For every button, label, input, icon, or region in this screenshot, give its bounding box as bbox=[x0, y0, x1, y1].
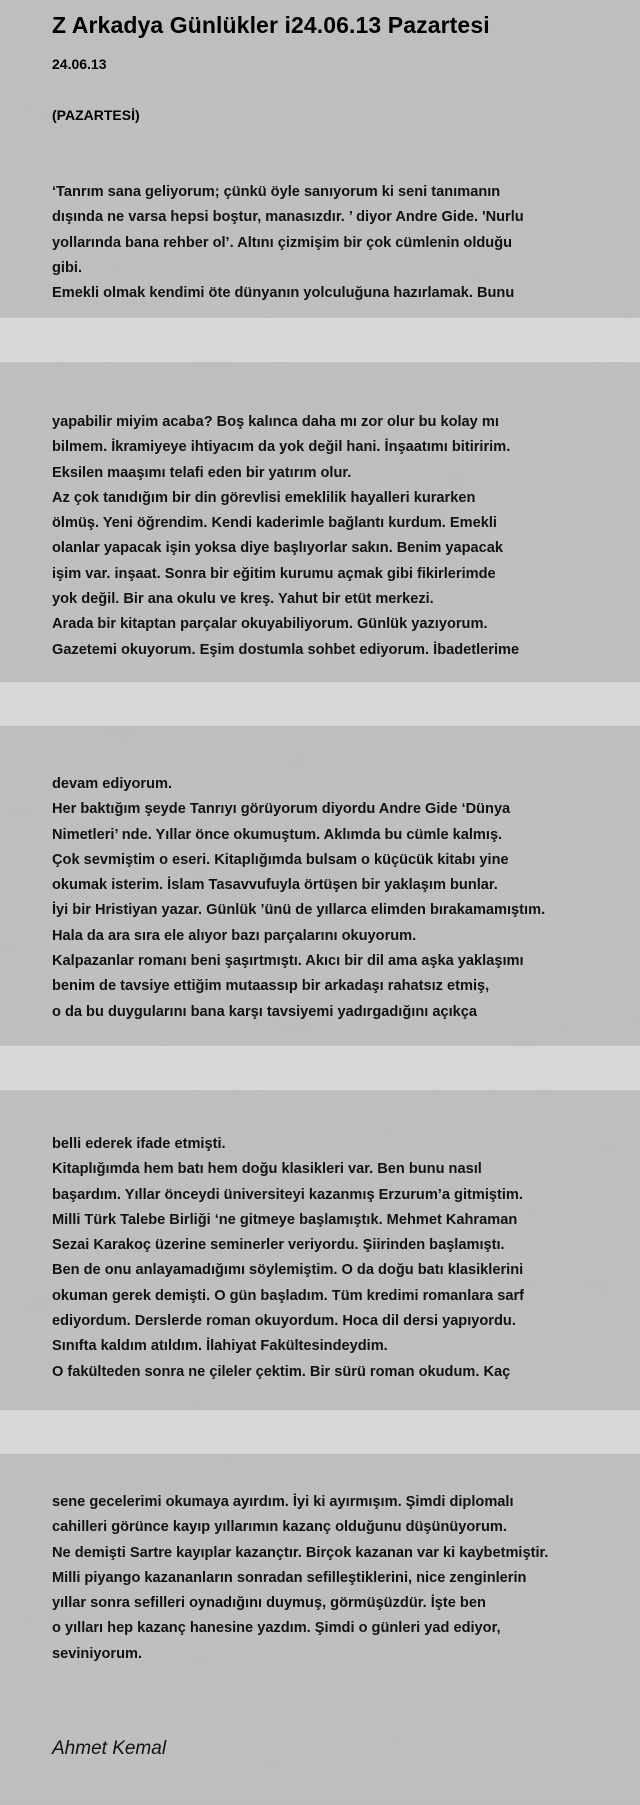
paragraph-5 bbox=[52, 1490, 632, 1667]
text-line: Kitaplığımda hem batı hem doğu klasikleri var. Ben bunu nasıl bbox=[52, 1161, 482, 1178]
text-line: okuman gerek demişti. O gün başladım. Tüm kredimi romanlara sarf bbox=[52, 1287, 525, 1304]
text-line: işim var. inşaat. Sonra bir eğitim kurumu açmak gibi fikirlerimde bbox=[52, 565, 496, 582]
text-line: Sınıfta kaldım atıldım. İlahiyat Fakültesindeydim. bbox=[52, 1338, 388, 1355]
text-line: devam ediyorum. bbox=[52, 776, 173, 792]
text-line: yok değil. Bir ana okulu ve kreş. Yahut bir etüt merkezi. bbox=[52, 591, 434, 608]
text-line: yapabilir miyim acaba? Boş kalınca daha mı zor olur bu kolay mı bbox=[52, 414, 499, 430]
text-line: o yılları hep kazanç hanesine yazdım. Şimdi o günleri yad ediyor, bbox=[52, 1620, 501, 1637]
entry-date: 24.06.13 bbox=[52, 56, 107, 72]
text-line: o da bu duygularını bana karşı tavsiyemi yadırgadığını açıkça bbox=[52, 1003, 477, 1020]
text-line: seviniyorum. bbox=[52, 1645, 143, 1662]
text-line: belli ederek ifade etmişti. bbox=[52, 1136, 226, 1152]
entry-day: (PAZARTESİ) bbox=[52, 107, 140, 123]
author-signature: Ahmet Kemal bbox=[52, 1738, 167, 1759]
text-line: Milli piyango kazananların sonradan sefilleştiklerini, nice zenginlerin bbox=[52, 1569, 527, 1586]
text-line: ediyordum. Derslerde roman okuyordum. Hoca dil dersi yapıyordu. bbox=[52, 1313, 516, 1330]
text-line: Arada bir kitaptan parçalar okuyabiliyorum. Günlük yazıyorum. bbox=[52, 616, 488, 633]
text-line: Az çok tanıdığım bir din görevlisi emeklilik hayalleri kurarken bbox=[52, 489, 476, 506]
text-line: gibi. bbox=[52, 259, 82, 276]
text-line: Gazetemi okuyorum. Eşim dostumla sohbet ediyorum. İbadetlerime bbox=[52, 641, 520, 658]
paragraph-2 bbox=[52, 410, 632, 663]
text-line: ‘Tanrım sana geliyorum; çünkü öyle sanıyorum ki seni tanımanın bbox=[52, 184, 501, 200]
text-line: Kalpazanlar romanı beni şaşırtmıştı. Akıcı bir dil ama aşka yaklaşımı bbox=[52, 953, 524, 970]
text-line: Emekli olmak kendimi öte dünyanın yolculuğuna hazırlamak. Bunu bbox=[52, 285, 515, 302]
text-line: Ne demişti Sartre kayıplar kazançtır. Birçok kazanan var ki kaybetmiştir. bbox=[52, 1544, 549, 1561]
text-line: başardım. Yıllar önceydi üniversiteyi kazanmış Erzurum’a gitmiştim. bbox=[52, 1186, 523, 1203]
text-line: İyi bir Hristiyan yazar. Günlük ’ünü de yıllarca elimden bırakamamıştım. bbox=[52, 902, 546, 919]
text-line: benim de tavsiye ettiğim mutaassıp bir arkadaşı rahatsız etmiş, bbox=[52, 978, 490, 995]
text-line: sene gecelerimi okumaya ayırdım. İyi ki ayırmışım. Şimdi diplomalı bbox=[52, 1494, 514, 1510]
text-line: ölmüş. Yeni öğrendim. Kendi kaderimle bağlantı kurdum. Emekli bbox=[52, 515, 497, 532]
text-line: bilmem. İkramiyeye ihtiyacım da yok değil hani. İnşaatımı bitiririm. bbox=[52, 439, 511, 456]
text-line: yıllar sonra sefilleri oynadığını duymuş, görmüşüzdür. İşte ben bbox=[52, 1595, 486, 1612]
text-line: Milli Türk Talebe Birliği ‘ne gitmeye başlamıştık. Mehmet Kahraman bbox=[52, 1211, 518, 1228]
text-line: cahilleri görünce kayıp yıllarımın kazanç olduğunu düşünüyorum. bbox=[52, 1519, 507, 1536]
paragraph-4 bbox=[52, 1132, 632, 1385]
text-line: okumak isterim. İslam Tasavvufuyla örtüşen bir yaklaşım bunlar. bbox=[52, 877, 498, 894]
paragraph-1 bbox=[52, 180, 632, 306]
paragraph-3 bbox=[52, 772, 632, 1025]
text-line: Sezai Karakoç üzerine seminerler veriyordu. Şiirinden başlamıştı. bbox=[52, 1237, 505, 1254]
text-line: Hala da ara sıra ele alıyor bazı parçalarını okuyorum. bbox=[52, 927, 417, 944]
text-line: Her baktığım şeyde Tanrıyı görüyorum diyordu Andre Gide ‘Dünya bbox=[52, 801, 511, 818]
text-line: dışında ne varsa hepsi boştur, manasızdır. ’ diyor Andre Gide. 'Nurlu bbox=[52, 209, 524, 226]
text-line: olanlar yapacak işin yoksa diye başlıyorlar sakın. Benim yapacak bbox=[52, 540, 504, 557]
text-line: Çok sevmiştim o eseri. Kitaplığımda bulsam o küçücük kitabı yine bbox=[52, 851, 509, 868]
page-title: Z Arkadya Günlükler i24.06.13 Pazartesi bbox=[52, 12, 490, 38]
text-line: Nimetleri’ nde. Yıllar önce okumuştum. Aklımda bu cümle kalmış. bbox=[52, 826, 503, 843]
text-line: O fakülteden sonra ne çileler çektim. Bir sürü roman okudum. Kaç bbox=[52, 1363, 511, 1380]
text-line: yollarında bana rehber ol’. Altını çizmişim bir çok cümlenin olduğu bbox=[52, 234, 513, 251]
text-line: Ben de onu anlayamadığımı söylemiştim. O da doğu batı klasiklerini bbox=[52, 1262, 524, 1279]
text-line: Eksilen maaşımı telafi eden bir yatırım olur. bbox=[52, 464, 352, 481]
